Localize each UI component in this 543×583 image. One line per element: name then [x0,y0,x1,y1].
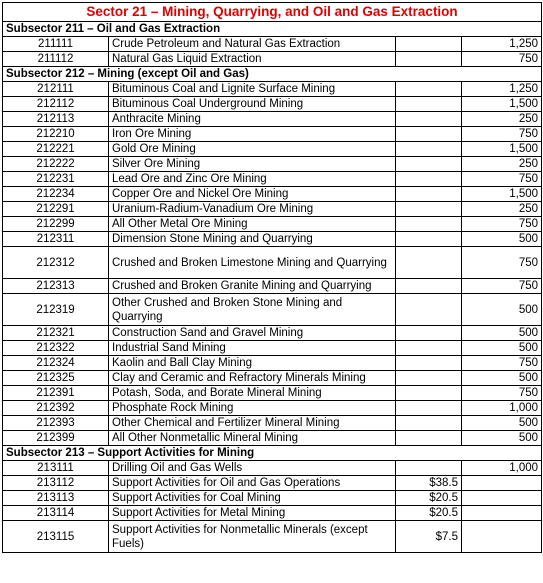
naics-code-cell: 212312 [3,247,109,279]
naics-code-cell: 212111 [3,82,109,97]
employee-standard-cell: 750 [462,247,542,279]
industry-description-cell: Support Activities for Metal Mining [109,506,396,521]
revenue-standard-cell [396,37,462,52]
naics-code-cell: 213115 [3,521,109,553]
industry-description-cell: Anthracite Mining [109,112,396,127]
employee-standard-cell: 750 [462,279,542,294]
naics-code-cell: 212313 [3,279,109,294]
table-row [3,401,542,416]
employee-standard-cell: 250 [462,157,542,172]
industry-description-cell: Phosphate Rock Mining [109,401,396,416]
revenue-standard-cell [396,142,462,157]
industry-description-cell: Crushed and Broken Limestone Mining and Quarrying [109,247,396,279]
table-row [3,127,542,142]
table-row [3,52,542,67]
revenue-standard-cell [396,247,462,279]
naics-code-cell: 212392 [3,401,109,416]
revenue-standard-cell [396,217,462,232]
table-row [3,217,542,232]
subsector-label: Subsector 212 – Mining (except Oil and Gas) [3,67,542,82]
table-row [3,247,542,279]
industry-description-cell: Other Crushed and Broken Stone Mining and Quarrying [109,294,396,326]
table-row [3,279,542,294]
naics-code-cell: 212210 [3,127,109,142]
employee-standard-cell [462,476,542,491]
naics-code-cell: 212299 [3,217,109,232]
table-row [3,172,542,187]
revenue-standard-cell [396,127,462,142]
employee-standard-cell: 1,500 [462,97,542,112]
table-row [3,341,542,356]
employee-standard-cell: 500 [462,326,542,341]
employee-standard-cell: 500 [462,431,542,446]
industry-description-cell: Clay and Ceramic and Refractory Minerals Mining [109,371,396,386]
revenue-standard-cell [396,202,462,217]
employee-standard-cell: 500 [462,341,542,356]
employee-standard-cell: 1,000 [462,461,542,476]
industry-description-cell: Uranium-Radium-Vanadium Ore Mining [109,202,396,217]
table-row [3,461,542,476]
naics-code-cell: 212322 [3,341,109,356]
table-row [3,371,542,386]
naics-code-cell: 212399 [3,431,109,446]
sector-title-row [3,3,542,22]
naics-code-cell: 212391 [3,386,109,401]
table-row [3,294,542,326]
industry-description-cell: Lead Ore and Zinc Ore Mining [109,172,396,187]
table-row [3,97,542,112]
employee-standard-cell: 500 [462,232,542,247]
employee-standard-cell: 500 [462,416,542,431]
revenue-standard-cell [396,341,462,356]
employee-standard-cell: 1,000 [462,401,542,416]
revenue-standard-cell [396,279,462,294]
employee-standard-cell [462,521,542,553]
table-row [3,386,542,401]
size-standards-table [2,2,542,553]
subsector-header-row [3,22,542,37]
industry-description-cell: Bituminous Coal and Lignite Surface Mining [109,82,396,97]
table-row [3,491,542,506]
employee-standard-cell: 750 [462,386,542,401]
industry-description-cell: All Other Metal Ore Mining [109,217,396,232]
industry-description-cell: Bituminous Coal Underground Mining [109,97,396,112]
naics-code-cell: 212112 [3,97,109,112]
revenue-standard-cell [396,294,462,326]
naics-code-cell: 213112 [3,476,109,491]
table-row [3,521,542,553]
revenue-standard-cell [396,157,462,172]
revenue-standard-cell [396,97,462,112]
industry-description-cell: Crushed and Broken Granite Mining and Quarrying [109,279,396,294]
employee-standard-cell: 500 [462,294,542,326]
employee-standard-cell: 1,250 [462,82,542,97]
industry-description-cell: Potash, Soda, and Borate Mineral Mining [109,386,396,401]
revenue-standard-cell [396,232,462,247]
naics-code-cell: 212221 [3,142,109,157]
employee-standard-cell: 500 [462,371,542,386]
industry-description-cell: Drilling Oil and Gas Wells [109,461,396,476]
revenue-standard-cell [396,82,462,97]
revenue-standard-cell [396,172,462,187]
naics-code-cell: 212113 [3,112,109,127]
naics-code-cell: 211111 [3,37,109,52]
naics-code-cell: 213114 [3,506,109,521]
revenue-standard-cell [396,431,462,446]
table-row [3,476,542,491]
employee-standard-cell: 250 [462,202,542,217]
revenue-standard-cell: $20.5 [396,506,462,521]
table-row [3,157,542,172]
naics-code-cell: 212393 [3,416,109,431]
revenue-standard-cell [396,112,462,127]
industry-description-cell: Support Activities for Oil and Gas Operations [109,476,396,491]
employee-standard-cell [462,491,542,506]
employee-standard-cell: 1,250 [462,37,542,52]
table-body [3,3,542,553]
subsector-label: Subsector 211 – Oil and Gas Extraction [3,22,542,37]
naics-code-cell: 211112 [3,52,109,67]
industry-description-cell: Support Activities for Nonmetallic Minerals (except Fuels) [109,521,396,553]
naics-code-cell: 212291 [3,202,109,217]
table-row [3,202,542,217]
industry-description-cell: Other Chemical and Fertilizer Mineral Mining [109,416,396,431]
industry-description-cell: Silver Ore Mining [109,157,396,172]
industry-description-cell: Gold Ore Mining [109,142,396,157]
industry-description-cell: Copper Ore and Nickel Ore Mining [109,187,396,202]
table-row [3,416,542,431]
industry-description-cell: Natural Gas Liquid Extraction [109,52,396,67]
employee-standard-cell: 1,500 [462,142,542,157]
table-row [3,356,542,371]
employee-standard-cell: 750 [462,172,542,187]
naics-code-cell: 212231 [3,172,109,187]
revenue-standard-cell: $38.5 [396,476,462,491]
revenue-standard-cell [396,386,462,401]
subsector-label: Subsector 213 – Support Activities for Mining [3,446,542,461]
naics-code-cell: 212319 [3,294,109,326]
industry-description-cell: Crude Petroleum and Natural Gas Extraction [109,37,396,52]
employee-standard-cell: 750 [462,217,542,232]
table-row [3,37,542,52]
revenue-standard-cell [396,461,462,476]
table-row [3,232,542,247]
revenue-standard-cell [396,326,462,341]
revenue-standard-cell [396,187,462,202]
industry-description-cell: Kaolin and Ball Clay Mining [109,356,396,371]
industry-description-cell: Construction Sand and Gravel Mining [109,326,396,341]
revenue-standard-cell [396,52,462,67]
naics-code-cell: 212311 [3,232,109,247]
table-row [3,82,542,97]
employee-standard-cell: 750 [462,127,542,142]
naics-code-cell: 213113 [3,491,109,506]
employee-standard-cell [462,506,542,521]
table-row [3,506,542,521]
naics-code-cell: 212234 [3,187,109,202]
revenue-standard-cell [396,401,462,416]
industry-description-cell: Industrial Sand Mining [109,341,396,356]
naics-code-cell: 212325 [3,371,109,386]
revenue-standard-cell [396,416,462,431]
table-row [3,112,542,127]
naics-code-cell: 212321 [3,326,109,341]
naics-code-cell: 213111 [3,461,109,476]
revenue-standard-cell: $7.5 [396,521,462,553]
employee-standard-cell: 250 [462,112,542,127]
employee-standard-cell: 1,500 [462,187,542,202]
revenue-standard-cell: $20.5 [396,491,462,506]
table-row [3,187,542,202]
naics-code-cell: 212222 [3,157,109,172]
subsector-header-row [3,446,542,461]
employee-standard-cell: 750 [462,356,542,371]
industry-description-cell: Support Activities for Coal Mining [109,491,396,506]
table-row [3,142,542,157]
subsector-header-row [3,67,542,82]
revenue-standard-cell [396,371,462,386]
employee-standard-cell: 750 [462,52,542,67]
industry-description-cell: Iron Ore Mining [109,127,396,142]
industry-description-cell: Dimension Stone Mining and Quarrying [109,232,396,247]
table-row [3,431,542,446]
naics-code-cell: 212324 [3,356,109,371]
sector-title: Sector 21 – Mining, Quarrying, and Oil and Gas Extraction [3,3,542,22]
industry-description-cell: All Other Nonmetallic Mineral Mining [109,431,396,446]
revenue-standard-cell [396,356,462,371]
table-row [3,326,542,341]
